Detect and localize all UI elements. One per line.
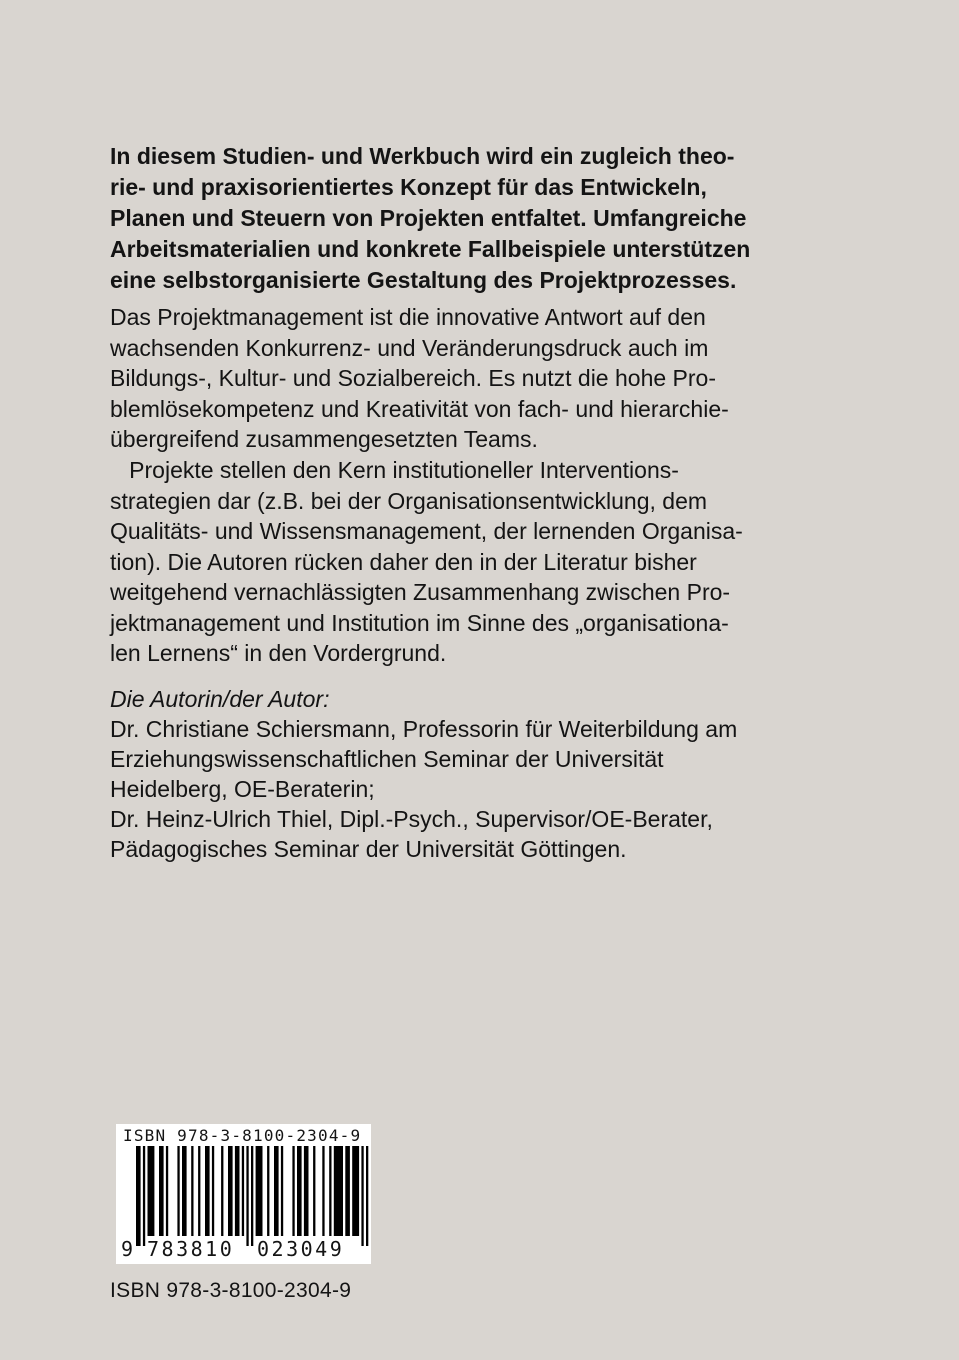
barcode-bar <box>235 1146 240 1236</box>
barcode-bar <box>256 1146 263 1236</box>
barcode-bar <box>166 1146 168 1236</box>
barcode-bar <box>177 1146 179 1236</box>
body-line: wachsenden Konkurrenz- und Veränderungsdruck auch im <box>110 334 709 361</box>
lead-line: In diesem Studien- und Werkbuch wird ein zugleich theo- <box>110 143 735 169</box>
barcode-bar <box>267 1146 269 1236</box>
barcode-bar <box>221 1146 223 1236</box>
body-line: Bildungs-, Kultur- und Sozialbereich. Es nutzt die hohe Pro- <box>110 365 716 391</box>
barcode-bar <box>361 1146 363 1246</box>
body-paragraph-1 <box>110 302 890 455</box>
body-paragraph-2 <box>110 455 890 669</box>
barcode-bar <box>148 1146 155 1236</box>
barcode-lead-digit: 9 <box>121 1237 134 1261</box>
barcode-bar <box>205 1146 210 1236</box>
barcode-bar <box>212 1146 214 1236</box>
body-line: tion). Die Autoren rücken daher den in der Literatur bisher <box>110 548 697 575</box>
barcode-bar <box>352 1146 359 1236</box>
body-line: strategien dar (z.B. bei der Organisationsentwicklung, dem <box>110 487 708 514</box>
barcode-bar <box>281 1146 283 1236</box>
barcode <box>116 1124 371 1264</box>
lead-line: eine selbstorganisierte Gestaltung des Projektprozesses. <box>110 267 737 293</box>
lead-paragraph <box>110 141 890 296</box>
author-line: Erziehungswissenschaftlichen Seminar der Universität <box>110 746 664 772</box>
lead-line: Arbeitsmaterialien und konkrete Fallbeispiele unterstützen <box>110 236 751 262</box>
body-line: jektmanagement und Institution im Sinne des „organisationa- <box>110 609 729 636</box>
barcode-bar <box>246 1146 248 1246</box>
author-line: Dr. Heinz-Ulrich Thiel, Dipl.-Psych., Supervisor/OE-Berater, <box>110 806 713 832</box>
body-line: weitgehend vernachlässigten Zusammenhang zwischen Pro- <box>110 579 731 605</box>
body-line: len Lernens“ in den Vordergrund. <box>110 640 447 666</box>
author-line: Dr. Christiane Schiersmann, Professorin für Weiterbildung am <box>110 716 738 742</box>
barcode-bar <box>228 1146 233 1236</box>
lead-line: Planen und Steuern von Projekten entfaltet. Umfangreiche <box>110 205 747 231</box>
lead-line: rie- und praxisorientiertes Konzept für das Entwickeln, <box>110 174 707 200</box>
body-line: Qualitäts- und Wissensmanagement, der lernenden Organisa- <box>110 518 743 544</box>
barcode-bar <box>345 1146 350 1236</box>
barcode-bar <box>366 1146 368 1246</box>
barcode-bar <box>136 1146 141 1246</box>
barcode-bar <box>251 1146 253 1246</box>
author-line: Pädagogisches Seminar der Universität Göttingen. <box>110 836 627 862</box>
barcode-bar <box>334 1146 343 1236</box>
isbn-text: ISBN 978-3-8100-2304-9 <box>110 1279 352 1302</box>
barcode-bar <box>274 1146 279 1236</box>
barcode-bar <box>304 1146 309 1236</box>
authors-heading: Die Autorin/der Autor: <box>110 686 330 712</box>
barcode-right-digits: 023049 <box>257 1237 345 1261</box>
body-line: blemlösekompetenz und Kreativität von fach- und hierarchie- <box>110 395 729 422</box>
barcode-bar <box>143 1146 145 1246</box>
barcode-bar <box>292 1146 294 1236</box>
body-line: übergreifend zusammengesetzten Teams. <box>110 426 538 452</box>
barcode-bar <box>329 1146 331 1236</box>
barcode-bar <box>182 1146 187 1236</box>
barcode-left-digits: 783810 <box>147 1237 235 1261</box>
body-line: Das Projektmanagement ist die innovative Antwort auf den <box>110 304 706 330</box>
barcode-bar <box>297 1146 302 1236</box>
barcode-bar <box>191 1146 193 1236</box>
barcode-bar <box>322 1146 324 1236</box>
barcode-bar <box>313 1146 315 1236</box>
barcode-digits <box>116 1237 371 1261</box>
authors-section <box>110 684 900 864</box>
body-line: Projekte stellen den Kern institutioneller Interventions- <box>110 457 679 483</box>
barcode-bar <box>159 1146 164 1236</box>
barcode-bars <box>116 1146 371 1246</box>
barcode-bar <box>198 1146 200 1236</box>
barcode-bar <box>242 1146 244 1236</box>
barcode-isbn-text: ISBN 978-3-8100-2304-9 <box>123 1126 362 1145</box>
author-line: Heidelberg, OE-Beraterin; <box>110 776 375 802</box>
